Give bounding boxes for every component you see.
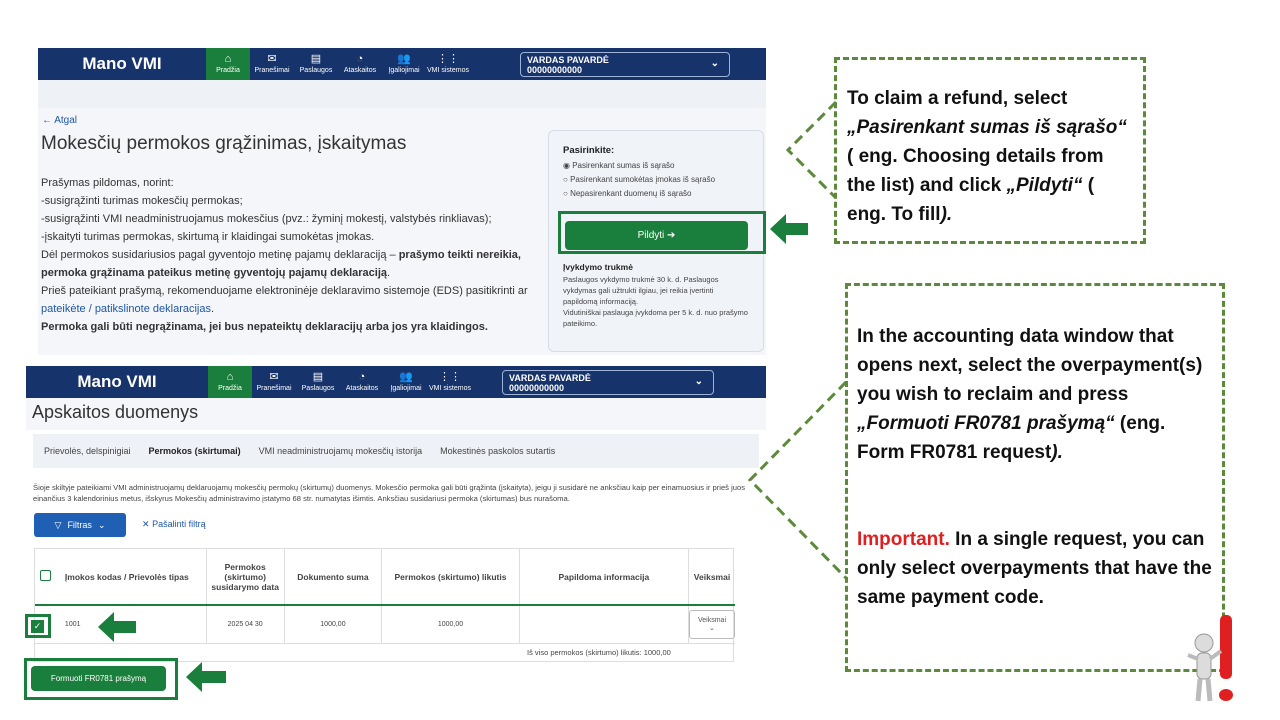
col-amount[interactable]: Dokumento suma bbox=[284, 549, 382, 605]
nav-reports[interactable]: ◔ Ataskaitos bbox=[345, 371, 379, 392]
grid-icon: ⋮⋮ bbox=[439, 371, 461, 383]
callout-2-pointer bbox=[748, 380, 848, 580]
accounting-title: Apskaitos duomenys bbox=[26, 398, 766, 430]
arrow-left-icon bbox=[770, 214, 810, 244]
option-from-list[interactable]: ◉ Pasirenkant sumas iš sąrašo bbox=[563, 161, 675, 170]
filter-button[interactable]: ▽ Filtras ⌄ bbox=[34, 513, 126, 537]
form-fr0781-button[interactable]: Formuoti FR0781 prašymą bbox=[31, 666, 166, 691]
navbar bbox=[38, 48, 766, 80]
overpayments-table bbox=[34, 548, 734, 662]
close-icon: ✕ bbox=[142, 519, 150, 529]
nav-home[interactable]: ⌂ Pradžia bbox=[206, 48, 250, 80]
screenshot-bottom bbox=[26, 366, 766, 694]
radio-checked-icon: ◉ bbox=[563, 161, 570, 170]
home-icon: ⌂ bbox=[226, 371, 234, 383]
brand-logo-bottom[interactable]: Mano VMI bbox=[77, 372, 157, 391]
warning-figure-icon bbox=[1186, 613, 1246, 708]
nav-services[interactable]: ▤ Paslaugos bbox=[299, 53, 333, 74]
user-menu[interactable]: VARDAS PAVARDĖ 00000000000 ⌄ bbox=[520, 52, 730, 77]
info-text: Šioje skiltyje pateikiami VMI administruojamų deklaruojamų mokesčių permokų (skirtumų) duomenys. Mokesčio permoka gali būti grąžinta (įskaityta), jeigu ji susidarė ne anksčiau kaip per einamuosius ir prieš juos einančius 3 kalendorinius metus, išskyrus Mokesčių administravimo įstatymo 68 str. numatytas išimtis. Anksčiau susidariusi permoka (skirtumas) bus nurašoma. bbox=[33, 483, 746, 503]
filter-icon: ▽ bbox=[54, 519, 62, 530]
mail-icon: ✉ bbox=[269, 371, 279, 383]
grid-icon: ⋮⋮ bbox=[437, 53, 459, 65]
chart-icon: ◔ bbox=[356, 53, 364, 65]
tab-overpayments[interactable]: Permokos (skirtumai) bbox=[148, 446, 241, 456]
callout-1-pointer bbox=[786, 100, 838, 200]
fill-button[interactable]: Pildyti ➔ bbox=[565, 221, 748, 250]
option-paid-items[interactable]: ○ Pasirenkant sumokėtas įmokas iš sąrašo bbox=[563, 175, 716, 184]
services-icon: ▤ bbox=[312, 371, 324, 383]
options-panel: Pasirinkite: ◉ Pasirenkant sumas iš sąrašo ○ Pasirenkant sumokėtas įmokas iš sąrašo ○ Nepasirenkant duomenų iš sąrašo Įvykdymo trukmė Paslaugos vykdymo trukmė 30 k. d. Paslaugos vykdymas gali užtrukti ilgiau, jei reikia įvertinti papildomą informaciją. Vidutiniškai paslauga įvykdoma per 5 k. d. nuo prašymo pateikimo. bbox=[548, 130, 764, 352]
declarations-link[interactable]: pateikėte / patikslinote deklaracijas bbox=[41, 303, 211, 315]
chevron-down-icon: ⌄ bbox=[97, 519, 106, 530]
chevron-down-icon: ⌄ bbox=[710, 57, 719, 69]
tab-loan[interactable]: Mokestinės paskolos sutartis bbox=[440, 446, 556, 456]
table-row: 1001 2025 04 30 1000,00 1000,00 Veiksmai ⌄ bbox=[35, 605, 735, 643]
col-code[interactable]: Įmokos kodas / Prievolės tipas bbox=[64, 571, 189, 582]
row-checkbox[interactable]: ✓ bbox=[31, 620, 44, 633]
nav-messages[interactable]: ✉ Pranešimai bbox=[254, 53, 290, 74]
nav-authorizations[interactable]: 👥 Įgaliojimai bbox=[390, 371, 422, 392]
total-balance: Iš viso permokos (skirtumo) likutis: 1000,00 bbox=[527, 647, 671, 657]
chevron-down-icon: ⌄ bbox=[694, 375, 703, 387]
col-date[interactable]: Permokos (skirtumo) susidarymo data bbox=[206, 549, 284, 605]
screenshot-top bbox=[38, 48, 766, 355]
option-no-list[interactable]: ○ Nepasirenkant duomenų iš sąrašo bbox=[563, 189, 692, 198]
col-actions: Veiksmai bbox=[688, 549, 735, 605]
user-menu-bottom[interactable]: VARDAS PAVARDĖ 00000000000 ⌄ bbox=[502, 370, 714, 395]
radio-icon: ○ bbox=[563, 189, 568, 198]
col-balance[interactable]: Permokos (skirtumo) likutis bbox=[382, 549, 519, 605]
radio-icon: ○ bbox=[563, 175, 568, 184]
mail-icon: ✉ bbox=[267, 53, 277, 65]
description: Prašymas pildomas, norint: -susigrąžinti turimas mokesčių permokas; -susigrąžinti VMI neadministruojamus mokesčius (pvz.: žyminį mokestį, valstybės rinkliavas); -įskaityti turimas permokas, skirtumą ir klaidingai sumokėtas įmokas. Dėl permokos susidariusios pagal gyventojo metinę pajamų deklaraciją – prašymo teikti nereikia, permoka grąžinama pateikus metinę gyventojų pajamų deklaraciją. Prieš pateikiant prašymą, rekomenduojame elektroninėje deklaravimo sistemoje (EDS) pasitikrinti ar pateikėte / patikslinote deklaracijas. Permoka gali būti negrąžinama, jei bus nepateiktų deklaracijų arba jos yra klaidingos. bbox=[41, 177, 528, 333]
arrow-left-icon bbox=[98, 612, 138, 642]
chart-icon: ◔ bbox=[358, 371, 366, 383]
tab-history[interactable]: VMI neadministruojamų mokesčių istorija bbox=[258, 446, 423, 456]
arrow-left-icon bbox=[186, 662, 228, 692]
navbar-bottom bbox=[26, 366, 766, 398]
col-info: Papildoma informacija bbox=[519, 549, 688, 605]
nav-systems[interactable]: ⋮⋮ VMI sistemos bbox=[428, 371, 471, 392]
select-all-checkbox[interactable] bbox=[40, 570, 51, 581]
nav-systems[interactable]: ⋮⋮ VMI sistemos bbox=[426, 53, 469, 74]
tab-obligations[interactable]: Prievolės, delspinigiai bbox=[44, 446, 131, 456]
callout-2: In the accounting data window that opens next, select the overpayment(s) you wish to reclaim and press „Formuoti FR0781 prašymą“ (eng. Form FR0781 request). Important. In a single request, you can only select overpayments that have the same payment code. bbox=[845, 283, 1225, 672]
page-title: Mokesčių permokos grąžinimas, įskaitymas bbox=[41, 133, 407, 154]
services-icon: ▤ bbox=[310, 53, 322, 65]
back-link[interactable]: ← Atgal bbox=[42, 115, 78, 126]
nav-messages[interactable]: ✉ Pranešimai bbox=[256, 371, 292, 392]
nav-authorizations[interactable]: 👥 Įgaliojimai bbox=[388, 53, 420, 74]
tabs bbox=[33, 434, 759, 468]
brand-logo[interactable]: Mano VMI bbox=[82, 54, 162, 73]
people-icon: 👥 bbox=[397, 53, 411, 65]
nav-home[interactable]: ⌂ Pradžia bbox=[208, 366, 252, 398]
home-icon: ⌂ bbox=[224, 53, 232, 65]
remove-filter-link[interactable]: ✕ Pašalinti filtrą bbox=[142, 519, 206, 529]
callout-1: To claim a refund, select „Pasirenkant sumas iš sąrašo“ ( eng. Choosing details from the list) and click „Pildyti“ ( eng. To fill). bbox=[834, 57, 1146, 244]
people-icon: 👥 bbox=[399, 371, 413, 383]
actions-dropdown[interactable]: Veiksmai ⌄ bbox=[689, 610, 735, 639]
nav-services[interactable]: ▤ Paslaugos bbox=[301, 371, 335, 392]
nav-reports[interactable]: ◔ Ataskaitos bbox=[343, 53, 377, 74]
